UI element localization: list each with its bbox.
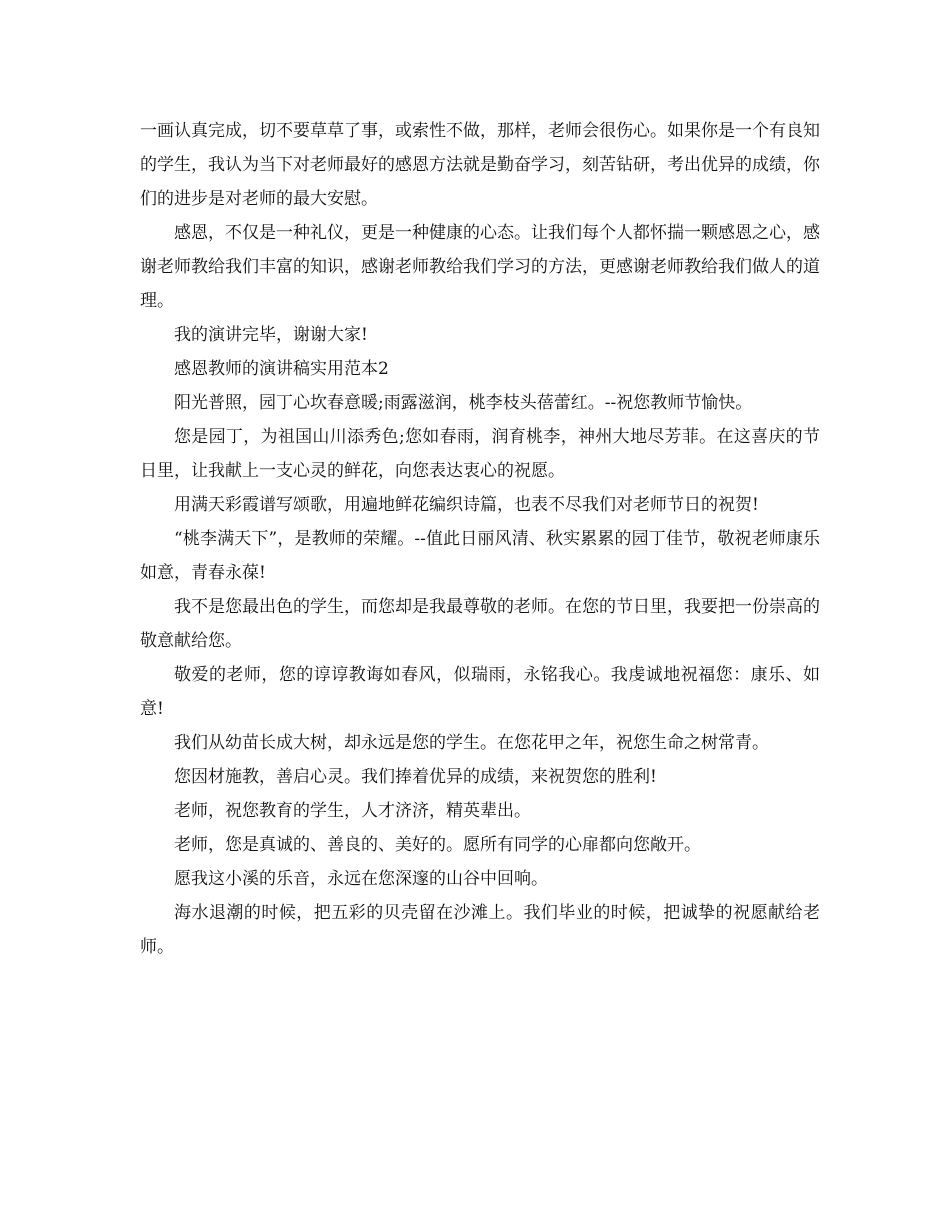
paragraph: 您因材施教，善启心灵。我们捧着优异的成绩，来祝贺您的胜利! [174, 767, 657, 787]
paragraph: 老师，祝您教育的学生，人才济济，精英辈出。 [174, 801, 531, 821]
paragraph: 我的演讲完毕，谢谢大家! [174, 325, 368, 345]
paragraph: 我不是您最出色的学生，而您却是我最尊敬的老师。在您的节日里，我要把一份崇高的敬意献给您。 [140, 597, 820, 651]
section-heading: 感恩教师的演讲稿实用范本2 [174, 359, 389, 379]
paragraph: 敬爱的老师，您的谆谆教诲如春风，似瑞雨，永铭我心。我虔诚地祝福您：康乐、如意! [140, 665, 820, 719]
paragraph: 用满天彩霞谱写颂歌，用遍地鲜花编织诗篇，也表不尽我们对老师节日的祝贺! [174, 495, 759, 515]
paragraph: 愿我这小溪的乐音，永远在您深邃的山谷中回响。 [174, 869, 548, 889]
paragraph-continuation: 一画认真完成，切不要草草了事，或索性不做，那样，老师会很伤心。如果你是一个有良知的学生，我认为当下对老师最好的感恩方法就是勤奋学习，刻苦钻研，考出优异的成绩，你们的进步是对老师的最大安慰。 [140, 121, 820, 209]
paragraph: 感恩，不仅是一种礼仪，更是一种健康的心态。让我们每个人都怀揣一颗感恩之心，感谢老师教给我们丰富的知识，感谢老师教给我们学习的方法，更感谢老师教给我们做人的道理。 [140, 223, 820, 311]
paragraph: 您是园丁，为祖国山川添秀色;您如春雨，润育桃李，神州大地尽芳菲。在这喜庆的节日里，让我献上一支心灵的鲜花，向您表达衷心的祝愿。 [140, 427, 820, 481]
paragraph: 我们从幼苗长成大树，却永远是您的学生。在您花甲之年，祝您生命之树常青。 [174, 733, 769, 753]
paragraph: 阳光普照，园丁心坎春意暖;雨露滋润，桃李枝头蓓蕾红。--祝您教师节愉快。 [174, 393, 753, 413]
paragraph: 老师，您是真诚的、善良的、美好的。愿所有同学的心扉都向您敞开。 [174, 835, 701, 855]
paragraph: “桃李满天下”，是教师的荣耀。--值此日丽风清、秋实累累的园丁佳节，敬祝老师康乐如意，青春永葆! [140, 529, 820, 583]
paragraph: 海水退潮的时候，把五彩的贝壳留在沙滩上。我们毕业的时候，把诚挚的祝愿献给老师。 [140, 903, 820, 957]
document-body [140, 114, 820, 964]
